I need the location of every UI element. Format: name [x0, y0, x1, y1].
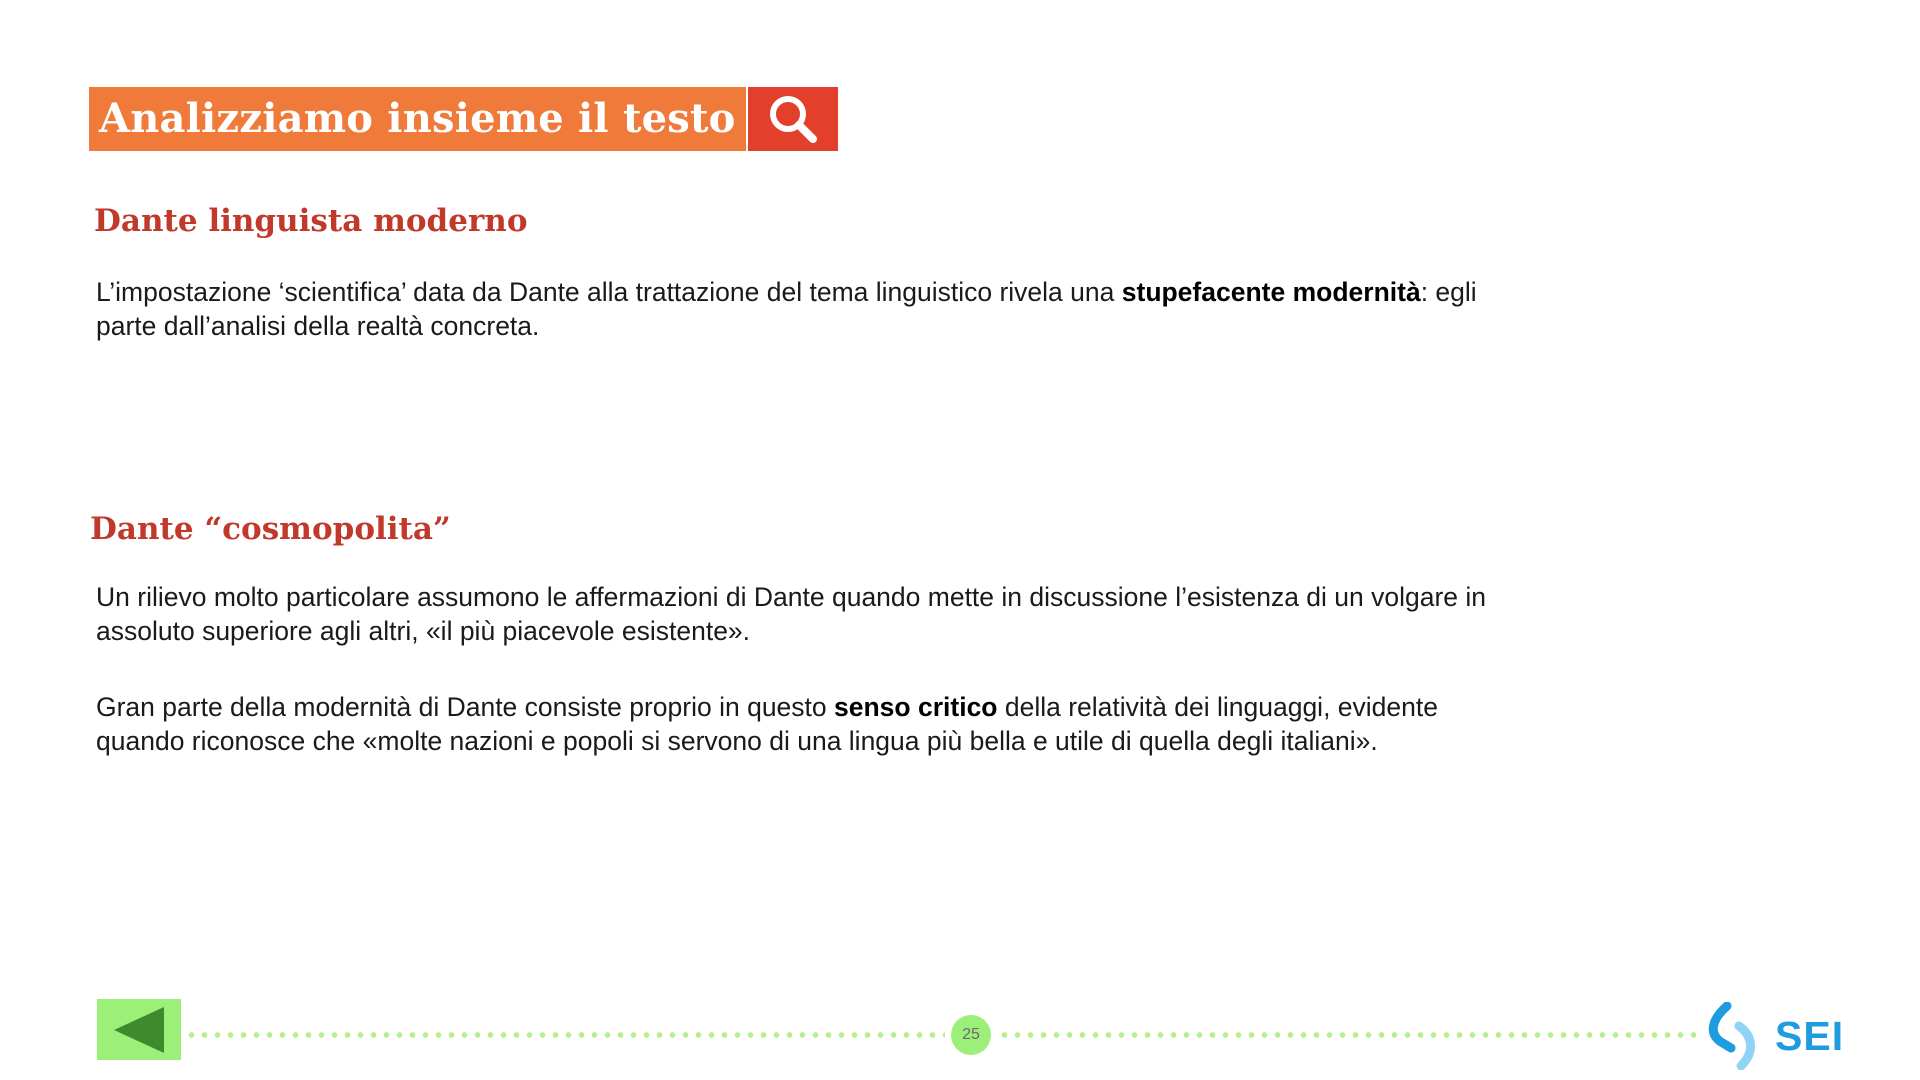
paragraph-text: L’impostazione ‘scientifica’ data da Dante alla trattazione del tema linguistico rivela una: [96, 277, 1122, 307]
back-button[interactable]: [97, 999, 181, 1060]
paragraph-senso-critico: [96, 690, 1496, 758]
section-title-dante-linguista: Dante linguista moderno: [94, 203, 528, 239]
section-banner: [89, 87, 838, 151]
paragraph-text: della relatività dei linguaggi, evidente quando riconosce che «molte nazioni e popoli si servono di una lingua più bella e utile di quella degli italiani».: [96, 692, 1438, 756]
paragraph-text: Gran parte della modernità di Dante consiste proprio in questo: [96, 692, 835, 722]
section-title-dante-cosmopolita: Dante “cosmopolita”: [90, 511, 451, 547]
banner-title: Analizziamo insieme il testo: [89, 87, 746, 151]
back-arrow-icon: [112, 1005, 166, 1055]
paragraph-text: Un rilievo molto particolare assumono le affermazioni di Dante quando mette in discussione l’esistenza di un volgare in assoluto superiore agli altri, «il più piacevole esistente».: [96, 582, 1487, 646]
sei-logo-text: SEI: [1775, 1012, 1845, 1059]
bold-term-stupefacente-modernita: stupefacente modernità: [1121, 277, 1421, 307]
sei-logo-icon: [1705, 1002, 1761, 1070]
dotted-line-left: [185, 1032, 945, 1038]
page-number: 25: [951, 1015, 991, 1055]
paragraph-rilievo: [96, 580, 1496, 648]
bold-term-senso-critico: senso critico: [834, 692, 998, 722]
dotted-line-right: [998, 1032, 1698, 1038]
paragraph-text: : egli parte dall’analisi della realtà concreta.: [96, 277, 1477, 341]
search-icon[interactable]: [746, 87, 838, 151]
sei-logo: [1705, 1002, 1844, 1070]
paragraph-modernita: [96, 275, 1496, 343]
